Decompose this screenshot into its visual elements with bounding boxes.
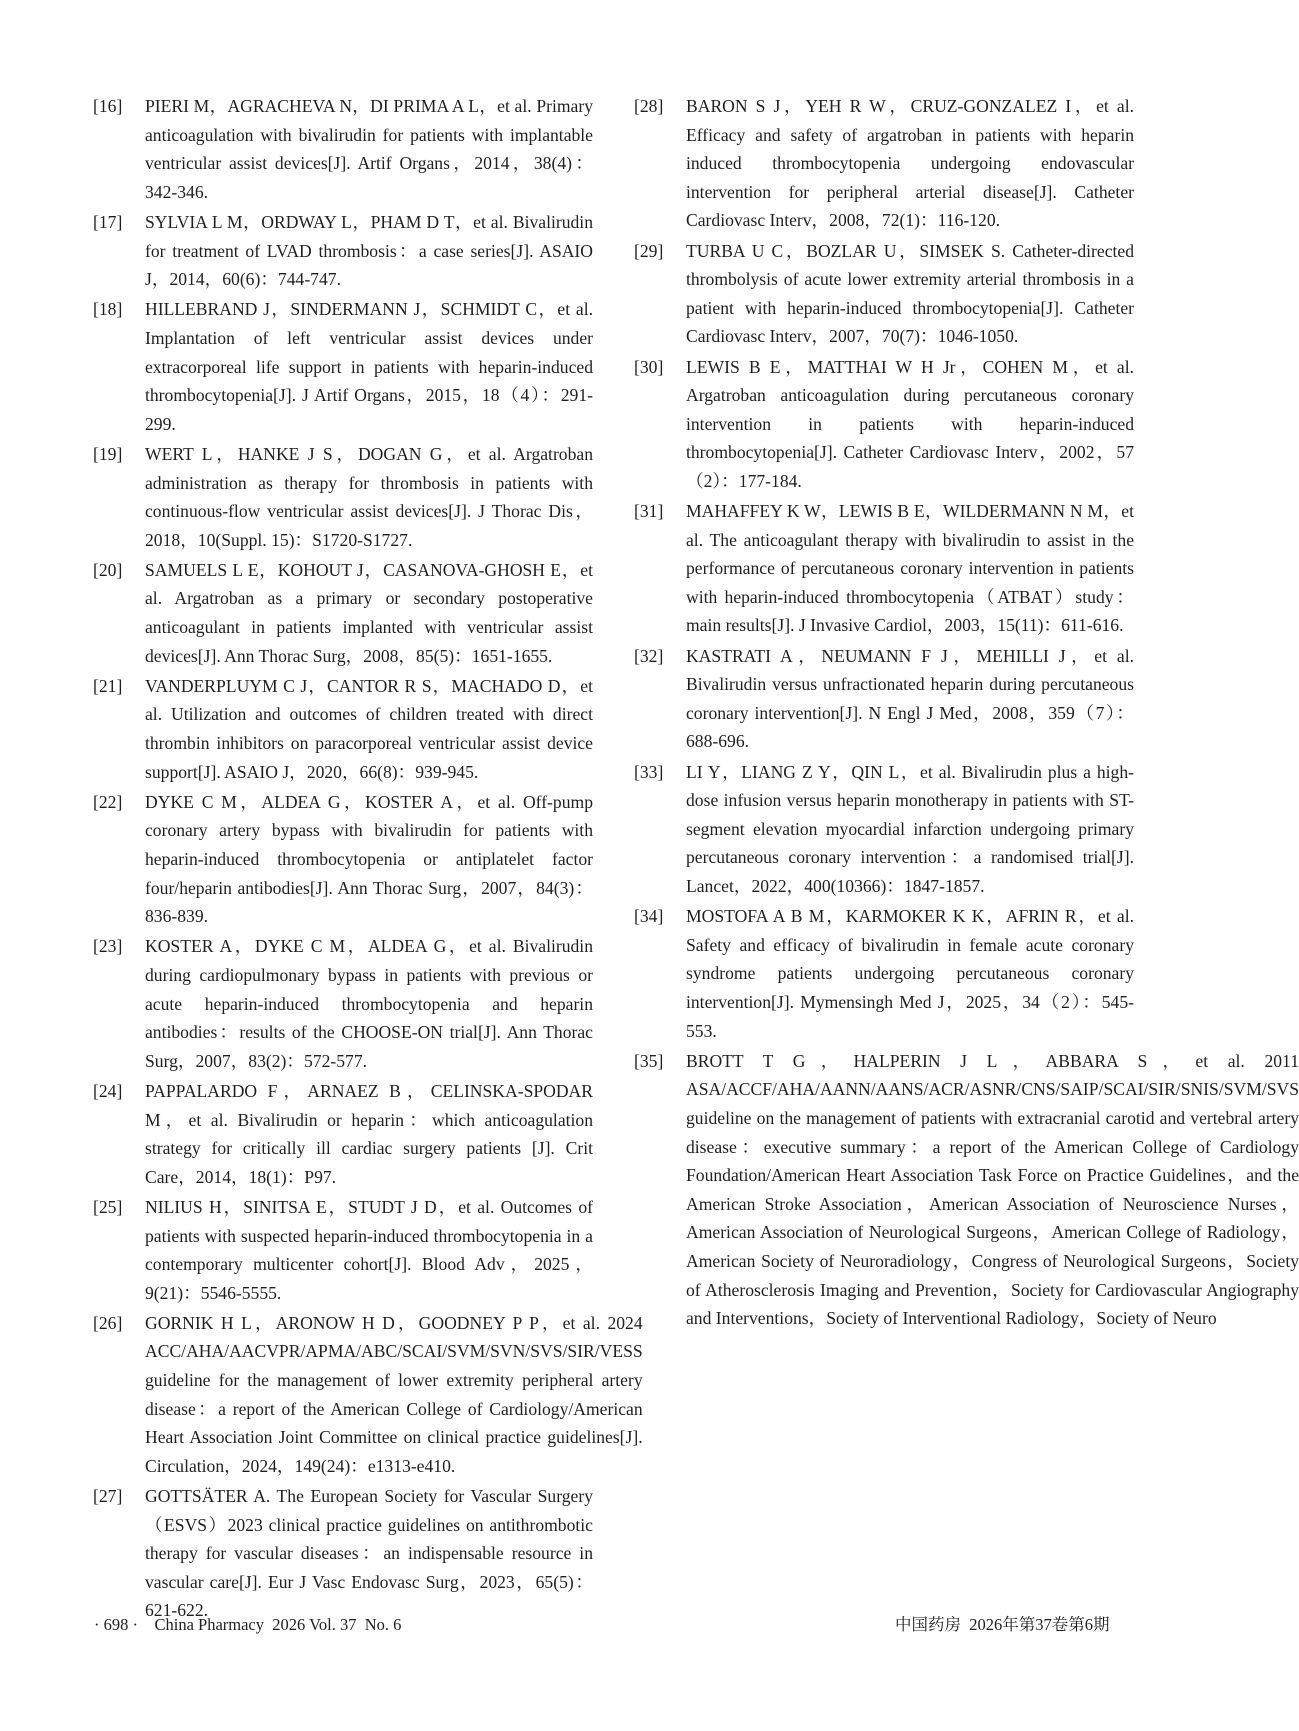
reference-number: [26] xyxy=(93,1312,123,1333)
reference-item xyxy=(93,295,593,438)
reference-item xyxy=(634,1047,1299,1333)
reference-text: HILLEBRAND J，SINDERMANN J，SCHMIDT C，et al. Implantation of left ventricular assist devices under extracorporeal life support in patients with heparin-induced thrombocytopenia[J]. J Artif Organs，2015，18（4）：291-299. xyxy=(145,299,593,434)
reference-item xyxy=(93,1309,643,1481)
reference-number: [32] xyxy=(634,645,664,666)
reference-item xyxy=(634,92,1134,235)
reference-number: [19] xyxy=(93,443,123,464)
reference-item xyxy=(634,758,1134,901)
reference-number: [35] xyxy=(634,1050,664,1071)
reference-item xyxy=(93,556,593,670)
reference-item xyxy=(93,1482,593,1625)
reference-text: NILIUS H，SINITSA E，STUDT J D，et al. Outcomes of patients with suspected heparin-induced thrombocytopenia in a contemporary multicenter cohort[J]. Blood Adv，2025，9(21)：5546-5555. xyxy=(145,1196,593,1303)
reference-item xyxy=(634,497,1134,640)
page-footer-left: · 698 · China Pharmacy 2026 Vol. 37 No. 6 xyxy=(94,1615,402,1634)
reference-text: BARON S J，YEH R W，CRUZ-GONZALEZ I，et al. Efficacy and safety of argatroban in patients with heparin induced thrombocytopenia undergoing endovascular intervention for peripheral arterial disease[J]. Catheter Cardiovasc Interv，2008，72(1)：116-120. xyxy=(686,96,1134,231)
reference-number: [31] xyxy=(634,501,664,522)
reference-item xyxy=(93,1077,593,1191)
reference-item xyxy=(93,1193,593,1307)
reference-number: [25] xyxy=(93,1196,123,1217)
reference-number: [28] xyxy=(634,96,664,116)
reference-number: [24] xyxy=(93,1080,123,1101)
reference-number: [30] xyxy=(634,356,664,377)
reference-text: DYKE C M，ALDEA G，KOSTER A，et al. Off-pump coronary artery bypass with bivalirudin for patients with heparin-induced thrombocytopenia or antiplatelet factor four/heparin antibodies[J]. Ann Thorac Surg，2007，84(3)：836-839. xyxy=(145,791,593,927)
reference-text: LI Y，LIANG Z Y，QIN L，et al. Bivalirudin plus a high-dose infusion versus heparin monotherapy in patients with ST-segment elevation myocardial infarction undergoing primary percutaneous coronary intervention：a randomised trial[J]. Lancet，2022，400(10366)：1847-1857. xyxy=(686,761,1134,896)
reference-text: MOSTOFA A B M，KARMOKER K K，AFRIN R，et al. Safety and efficacy of bivalirudin in female acute coronary syndrome patients undergoing percutaneous coronary intervention[J]. Mymensingh Med J，2025，34（2）：545-553. xyxy=(686,906,1134,1041)
reference-item xyxy=(93,788,593,931)
reference-text: SYLVIA L M，ORDWAY L，PHAM D T，et al. Bivalirudin for treatment of LVAD thrombosis：a case series[J]. ASAIO J，2014，60(6)：744-747. xyxy=(145,211,593,290)
reference-number: [16] xyxy=(93,96,123,116)
reference-number: [21] xyxy=(93,675,123,696)
reference-item xyxy=(634,642,1134,756)
reference-text: VANDERPLUYM C J，CANTOR R S，MACHADO D，et al. Utilization and outcomes of children treated with direct thrombin inhibitors on paracorporeal ventricular assist device support[J]. ASAIO J，2020，66(8)：939-945. xyxy=(145,675,593,782)
reference-number: [17] xyxy=(93,211,123,232)
reference-text: PIERI M，AGRACHEVA N，DI PRIMA A L，et al. Primary anticoagulation with bivalirudin for patients with implantable ventricular assist devices[J]. Artif Organs，2014，38(4)：342-346. xyxy=(145,96,593,202)
reference-text: LEWIS B E，MATTHAI W H Jr，COHEN M，et al. Argatroban anticoagulation during percutaneous coronary intervention in patients with heparin-induced thrombocytopenia[J]. Catheter Cardiovasc Interv，2002，57（2）：177-184. xyxy=(686,356,1134,491)
reference-item xyxy=(93,92,593,206)
reference-item xyxy=(634,902,1134,1045)
reference-item xyxy=(634,353,1134,496)
reference-number: [18] xyxy=(93,299,123,320)
reference-number: [23] xyxy=(93,936,123,957)
reference-column-right xyxy=(634,92,1299,1334)
reference-number: [29] xyxy=(634,240,664,261)
reference-text: MAHAFFEY K W，LEWIS B E，WILDERMANN N M，et al. The anticoagulant therapy with bivalirudin to assist in the performance of percutaneous coronary intervention in patients with heparin-induced thrombocytopenia（ATBAT）study：main results[J]. J Invasive Cardiol，2003，15(11)：611-616. xyxy=(686,501,1134,636)
reference-text: GOTTSÄTER A. The European Society for Vascular Surgery（ESVS）2023 clinical practice guidelines on antithrombotic therapy for vascular diseases：an indispensable resource in vascular care[J]. Eur J Vasc Endovasc Surg，2023，65(5)：621-622. xyxy=(145,1486,593,1621)
reference-item xyxy=(93,932,593,1075)
reference-number: [22] xyxy=(93,791,123,812)
reference-number: [33] xyxy=(634,761,664,782)
reference-text: SAMUELS L E，KOHOUT J，CASANOVA-GHOSH E，et al. Argatroban as a primary or secondary postoperative anticoagulant in patients implanted with ventricular assist devices[J]. Ann Thorac Surg，2008，85(5)：1651-1655. xyxy=(145,559,593,666)
reference-text: KASTRATI A，NEUMANN F J，MEHILLI J，et al. Bivalirudin versus unfractionated heparin during percutaneous coronary intervention[J]. N Engl J Med，2008，359（7）：688-696. xyxy=(686,645,1134,752)
reference-column-left xyxy=(93,92,643,1627)
reference-text: GORNIK H L，ARONOW H D，GOODNEY P P，et al. 2024 ACC/AHA/AACVPR/APMA/ABC/SCAI/SVM/SVN/SVS/SIR/VESS guideline for the management of lower extremity peripheral artery disease：a report of the American College of Cardiology/American Heart Association Joint Committee on clinical practice guidelines[J]. Circulation，2024，149(24)：e1313-e410. xyxy=(145,1312,643,1476)
page-footer-right: 中国药房 2026年第37卷第6期 xyxy=(895,1615,1110,1634)
reference-item xyxy=(93,440,593,554)
reference-number: [27] xyxy=(93,1486,123,1507)
reference-item xyxy=(93,672,593,786)
reference-number: [20] xyxy=(93,559,123,580)
reference-text: TURBA U C，BOZLAR U，SIMSEK S. Catheter-directed thrombolysis of acute lower extremity arterial thrombosis in a patient with heparin-induced thrombocytopenia[J]. Catheter Cardiovasc Interv，2007，70(7)：1046-1050. xyxy=(686,240,1134,347)
reference-text: PAPPALARDO F，ARNAEZ B，CELINSKA-SPODAR M，et al. Bivalirudin or heparin：which anticoagulation strategy for critically ill cardiac surgery patients [J]. Crit Care，2014，18(1)：P97. xyxy=(145,1080,593,1187)
reference-item xyxy=(93,208,593,294)
reference-text: WERT L，HANKE J S，DOGAN G，et al. Argatroban administration as therapy for thrombosis in patients with continuous-flow ventricular assist devices[J]. J Thorac Dis，2018，10(Suppl. 15)：S1720-S1727. xyxy=(145,443,593,550)
reference-item xyxy=(634,237,1134,351)
reference-number: [34] xyxy=(634,906,664,927)
reference-text: KOSTER A，DYKE C M，ALDEA G，et al. Bivalirudin during cardiopulmonary bypass in patients with previous or acute heparin-induced thrombocytopenia and heparin antibodies：results of the CHOOSE-ON trial[J]. Ann Thorac Surg，2007，83(2)：572-577. xyxy=(145,936,593,1071)
reference-text: BROTT T G，HALPERIN J L，ABBARA S，et al. 2011 ASA/ACCF/AHA/AANN/AANS/ACR/ASNR/CNS/SAIP/SCAI/SIR/SNIS/SVM/SVS guideline on the management of patients with extracranial carotid and vertebral artery disease：executive summary：a report of the American College of Cardiology Foundation/American Heart Association Task Force on Practice Guidelines，and the American Stroke Association，American Association of Neuroscience Nurses，American Association of Neurological Surgeons，American College of Radiology，American Society of Neuroradiology，Congress of Neurological Surgeons，Society of Atherosclerosis Imaging and Prevention，Society for Cardiovascular Angiography and Interventions，Society of Interventional Radiology，Society of Neuro xyxy=(686,1050,1299,1329)
